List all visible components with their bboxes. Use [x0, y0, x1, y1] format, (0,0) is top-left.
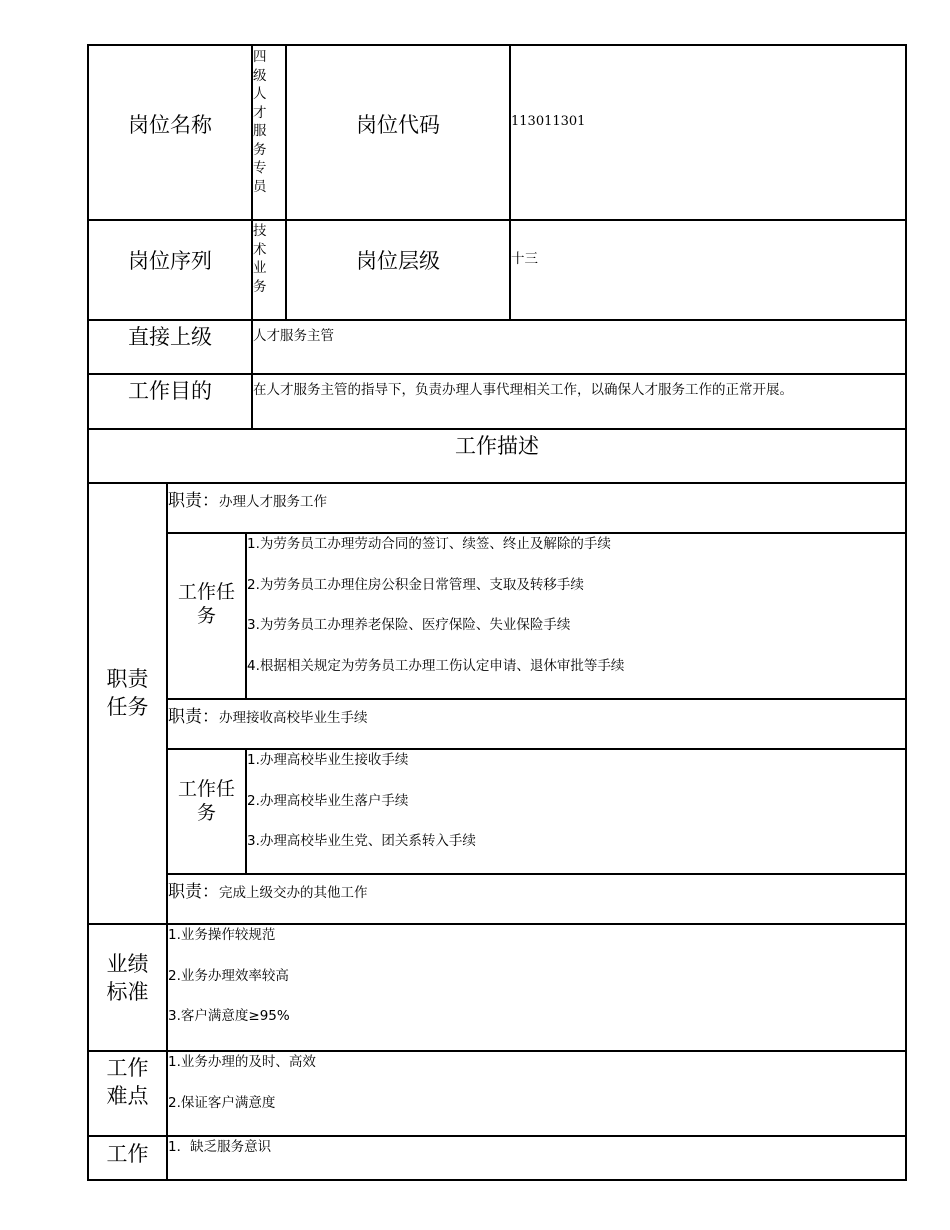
post-level-label: 岗位层级: [356, 249, 440, 273]
duty-3: [168, 877, 368, 902]
post-name-label: 岗位名称: [128, 112, 212, 137]
superior-label: 直接上级: [128, 325, 212, 349]
last-row-label: 工作: [106, 1142, 149, 1166]
duty-key: 职责：: [168, 707, 219, 727]
difficulty-list: [168, 1054, 316, 1135]
list-item: 2.业务办理效率较高: [168, 967, 289, 984]
duty-key: 职责：: [168, 882, 219, 902]
purpose-label: 工作目的: [128, 379, 212, 403]
post-sequence-value: 技 术 业 务: [253, 223, 267, 295]
duty-title: 办理人才服务工作: [219, 494, 327, 510]
difficulty-label: 工作 难点: [106, 1056, 149, 1108]
list-item: 2.保证客户满意度: [168, 1094, 276, 1111]
performance-list: [168, 927, 290, 1049]
duty-title: 完成上级交办的其他工作: [219, 885, 368, 901]
purpose-value: 在人才服务主管的指导下，负责办理人事代理相关工作，以确保人才服务工作的正常开展。: [253, 382, 793, 398]
task-list: [247, 752, 476, 874]
duty-2: [168, 702, 368, 727]
duties-section-label: 职责 任务: [106, 667, 149, 719]
post-code-value: 113011301: [511, 114, 586, 129]
description-title: 工作描述: [455, 434, 539, 458]
task-label: 工作任 务: [177, 778, 235, 824]
duty-key: 职责：: [168, 491, 219, 511]
duty-title: 办理接收高校毕业生手续: [219, 710, 368, 726]
list-item: 3.客户满意度≥95%: [168, 1008, 290, 1024]
list-item: 2.为劳务员工办理住房公积金日常管理、支取及转移手续: [247, 576, 584, 593]
task-list: [247, 536, 624, 698]
post-name-value: 四 级 人 才 服 务 专 员: [253, 49, 267, 195]
list-item: 2.办理高校毕业生落户手续: [247, 792, 409, 809]
performance-label: 业绩 标准: [106, 951, 149, 1004]
list-item: 1.业务操作较规范: [168, 927, 276, 943]
post-code-label: 岗位代码: [356, 112, 440, 137]
post-sequence-label: 岗位序列: [128, 249, 212, 273]
task-label: 工作任 务: [177, 580, 235, 627]
list-item: 1.为劳务员工办理劳动合同的签订、续签、终止及解除的手续: [247, 536, 611, 552]
superior-value: 人才服务主管: [253, 328, 334, 344]
list-item: 1.业务办理的及时、高效: [168, 1054, 316, 1070]
list-item: 1.办理高校毕业生接收手续: [247, 752, 409, 768]
list-item: 3.办理高校毕业生党、团关系转入手续: [247, 833, 476, 849]
duty-1: [168, 486, 327, 511]
post-level-value: 十三: [511, 251, 538, 267]
list-item: 3.为劳务员工办理养老保险、医疗保险、失业保险手续: [247, 617, 571, 633]
last-row-list: [168, 1139, 271, 1180]
list-item: 1．缺乏服务意识: [168, 1139, 272, 1155]
list-item: 4.根据相关规定为劳务员工办理工伤认定申请、退休审批等手续: [247, 657, 625, 674]
